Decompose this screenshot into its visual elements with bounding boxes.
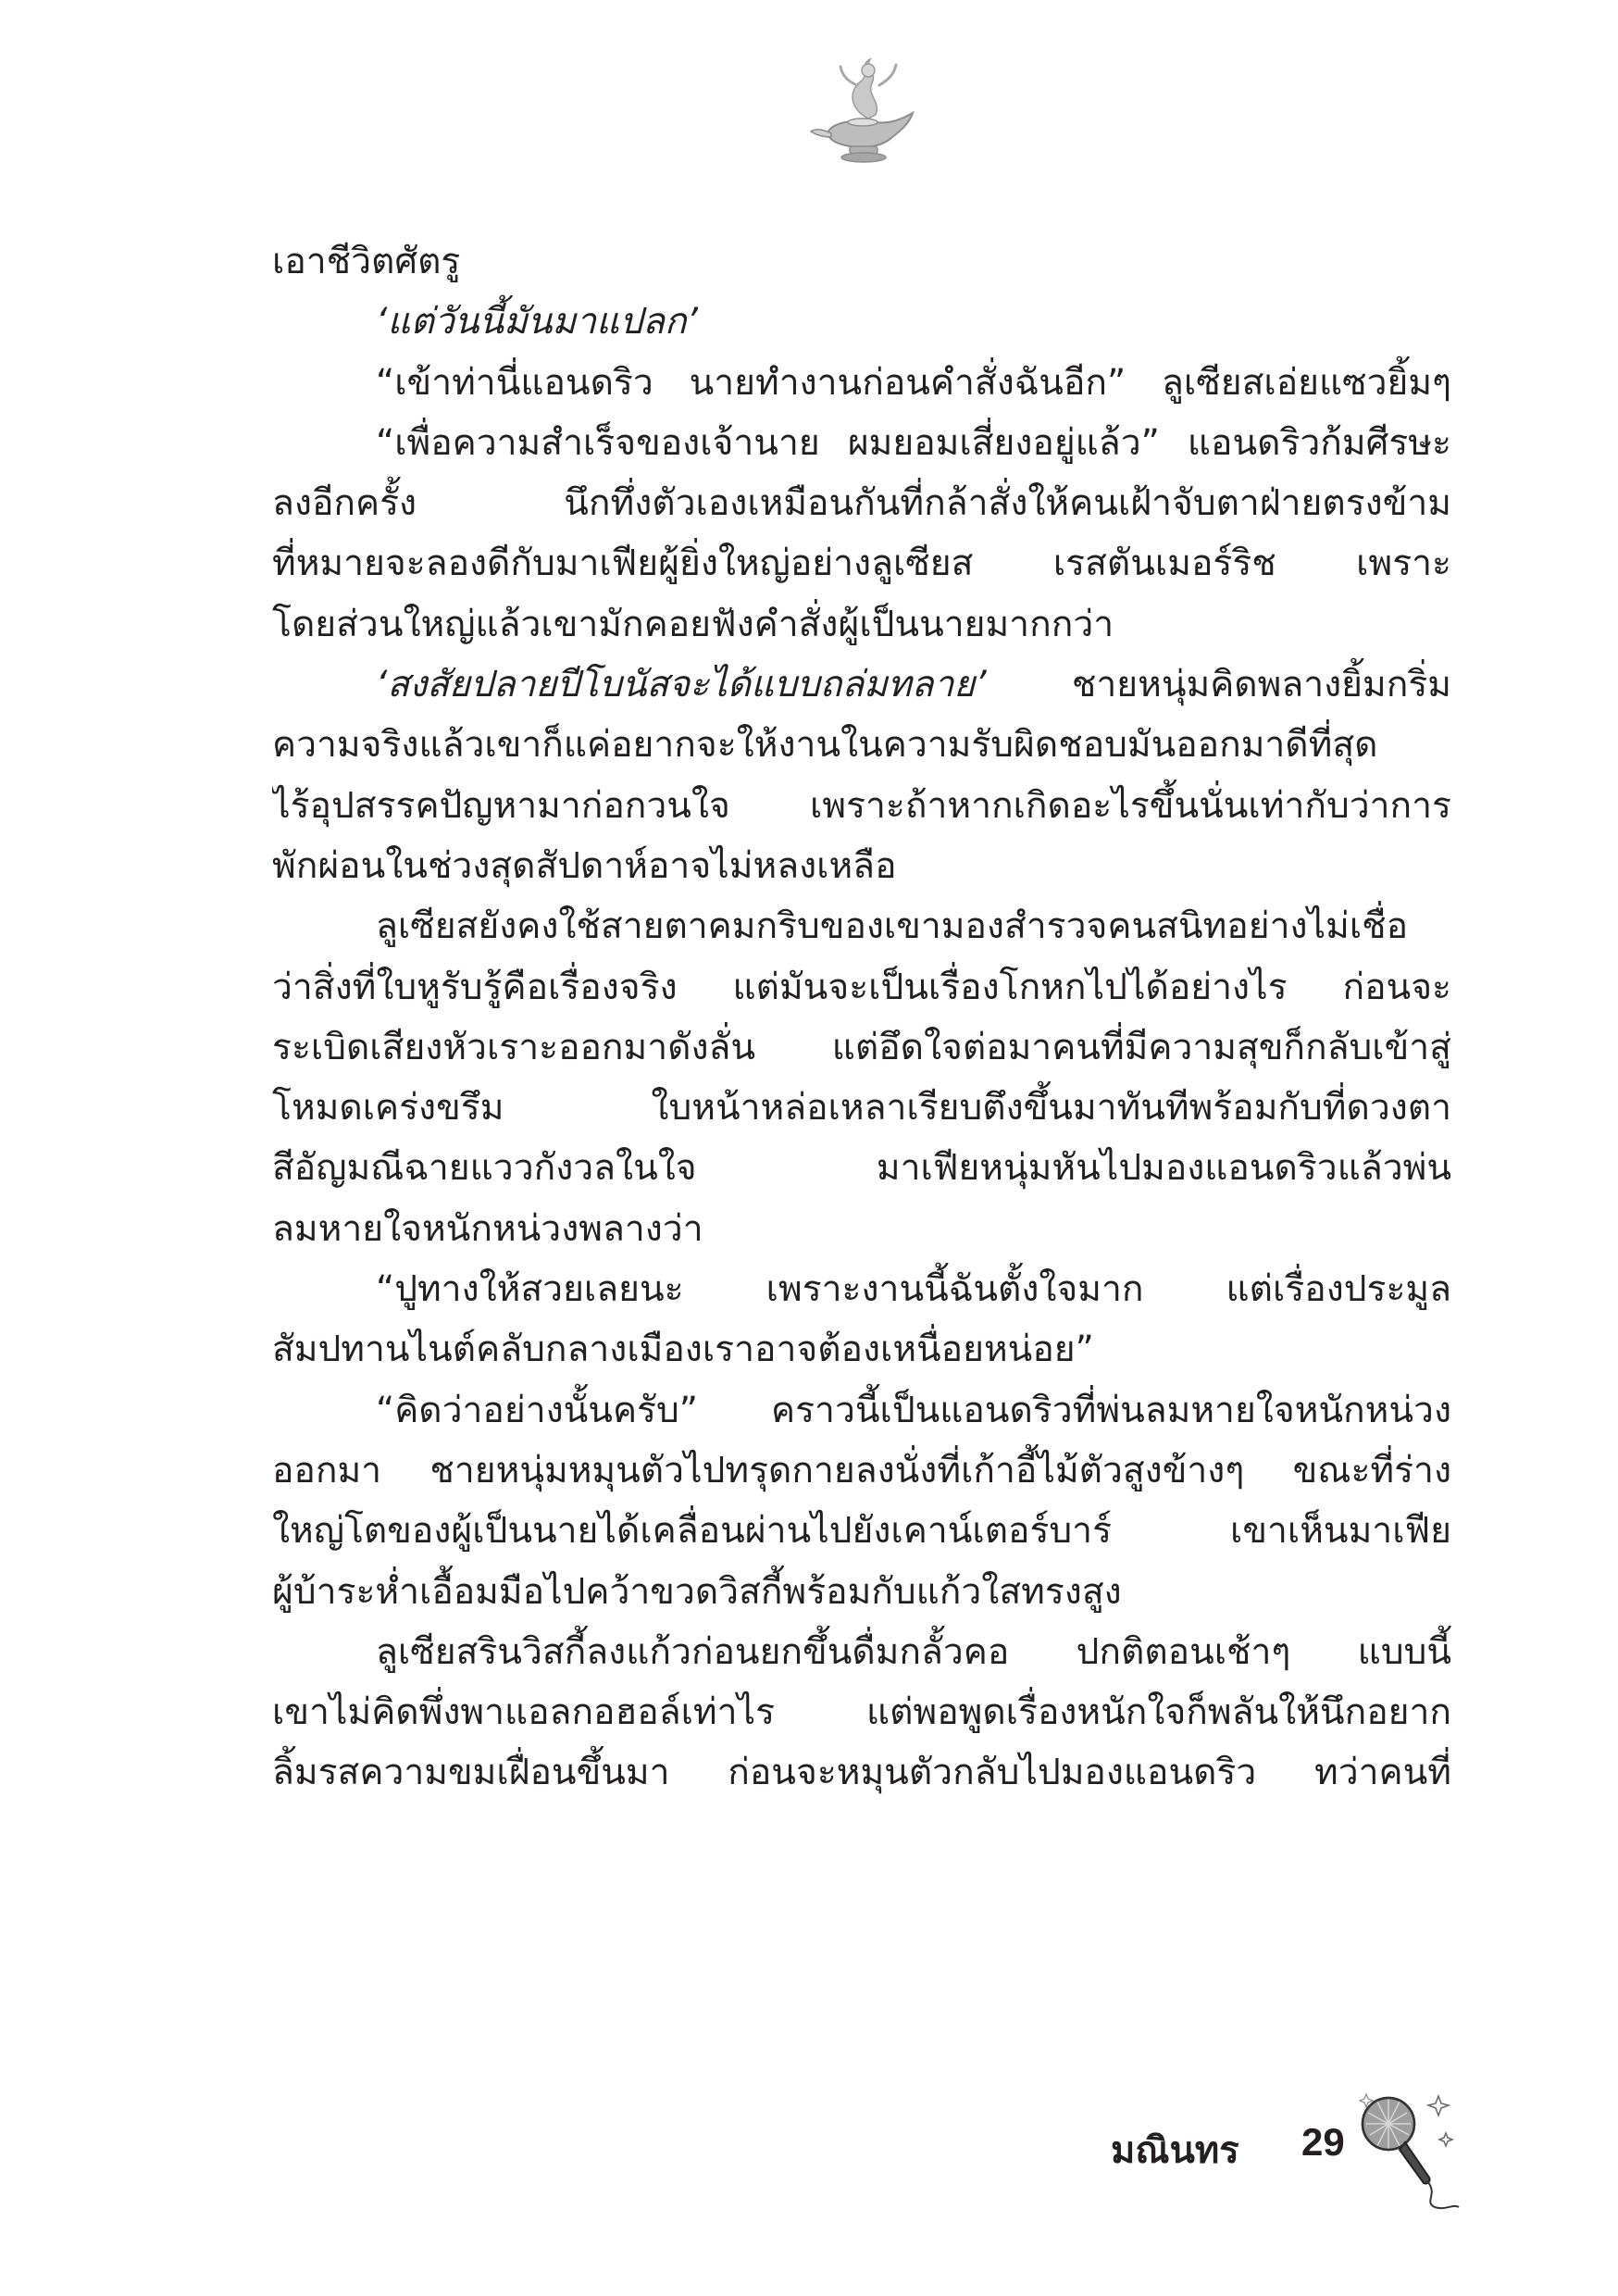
text-line: ระเบิดเสียงหัวเราะออกมาดังลั่น แต่อึดใจต่อมาคนที่มีความสุขก็กลับเข้าสู่ <box>272 1026 1451 1068</box>
text-line: ไร้อุปสรรคปัญหามาก่อกวนใจ เพราะถ้าหากเกิดอะไรขึ้นนั่นเท่ากับว่าการ <box>272 784 1451 827</box>
page-footer <box>1074 2085 1481 2215</box>
text-line: พักผ่อนในช่วงสุดสัปดาห์อาจไม่หลงเหลือ <box>272 844 897 887</box>
text-line: “ปูทางให้สวยเลยนะ เพราะงานนี้ฉันตั้งใจมาก แต่เรื่องประมูล <box>376 1268 1451 1311</box>
text-line: ลิ้มรสความขมเฝื่อนขึ้นมา ก่อนจะหมุนตัวกลับไปมองแอนดริว ทว่าคนที่ <box>272 1752 1451 1794</box>
italic-segment: ‘สงสัยปลายปีโบนัสจะได้แบบถล่มทลาย’ <box>376 664 987 706</box>
text-line: ลมหายใจหนักหน่วงพลางว่า <box>272 1207 703 1250</box>
text-line: โหมดเคร่งขรึม ใบหน้าหล่อเหลาเรียบตึงขึ้นมาทันทีพร้อมกับที่ดวงตา <box>272 1087 1451 1129</box>
text-line: โดยส่วนใหญ่แล้วเขามักคอยฟังคำสั่งผู้เป็นนายมากกว่า <box>272 603 1114 645</box>
text-line: ผู้บ้าระห่ำเอื้อมมือไปคว้าขวดวิสกี้พร้อมกับแก้วใสทรงสูง <box>272 1570 1122 1613</box>
text-line: ออกมา ชายหนุ่มหมุนตัวไปทรุดกายลงนั่งที่เก้าอี้ไม้ตัวสูงข้างๆ ขณะที่ร่าง <box>272 1449 1451 1491</box>
text-line: ที่หมายจะลองดีกับมาเฟียผู้ยิ่งใหญ่อย่างลูเซียส เรสตันเมอร์ริช เพราะ <box>272 543 1451 585</box>
genie-lamp-icon <box>803 54 922 172</box>
text-line: เขาไม่คิดพึ่งพาแอลกอฮอล์เท่าไร แต่พอพูดเรื่องหนักใจก็พลันให้นึกอยาก <box>272 1691 1451 1734</box>
text-line: ใหญ่โตของผู้เป็นนายได้เคลื่อนผ่านไปยังเคาน์เตอร์บาร์ เขาเห็นมาเฟีย <box>272 1510 1451 1553</box>
text-line: ความจริงแล้วเขาก็แค่อยากจะให้งานในความรับผิดชอบมันออกมาดีที่สุด <box>272 724 1378 767</box>
text-line: “เข้าท่านี่แอนดริว นายทำงานก่อนคำสั่งฉันอีก” ลูเซียสเอ่ยแซวยิ้มๆ <box>376 361 1451 404</box>
text-line: “คิดว่าอย่างนั้นครับ” คราวนี้เป็นแอนดริวที่พ่นลมหายใจหนักหน่วง <box>376 1389 1451 1431</box>
text-line: ลงอีกครั้ง นึกทึ่งตัวเองเหมือนกันที่กล้าสั่งให้คนเฝ้าจับตาฝ่ายตรงข้าม <box>272 482 1451 525</box>
text-line: ลูเซียสรินวิสกี้ลงแก้วก่อนยกขึ้นดื่มกลั้วคอ ปกติตอนเช้าๆ แบบนี้ <box>376 1630 1451 1673</box>
microphone-icon <box>1350 2085 1461 2211</box>
text-line: เอาชีวิตศัตรู <box>272 241 461 282</box>
text-line <box>272 655 1451 715</box>
text-line: ลูเซียสยังคงใช้สายตาคมกริบของเขามองสำรวจคนสนิทอย่างไม่เชื่อ <box>376 905 1409 948</box>
text-line: สัมปทานไนต์คลับกลางเมืองเราอาจต้องเหนื่อยหน่อย” <box>272 1329 1094 1371</box>
text-line: สีอัญมณีฉายแววกังวลในใจ มาเฟียหนุ่มหันไปมองแอนดริวแล้วพ่น <box>272 1147 1451 1190</box>
page-number: 29 <box>1301 2120 1345 2164</box>
body-text <box>272 231 1451 1803</box>
footer-author: มณินทร <box>1111 2129 1239 2172</box>
text-line: ‘แต่วันนี้มันมาแปลก’ <box>376 301 698 343</box>
text-line: “เพื่อความสำเร็จของเจ้านาย ผมยอมเสี่ยงอยู่แล้ว” แอนดริวก้มศีรษะ <box>376 421 1451 464</box>
text-line: ว่าสิ่งที่ใบหูรับรู้คือเรื่องจริง แต่มันจะเป็นเรื่องโกหกไปได้อย่างไร ก่อนจะ <box>272 966 1451 1008</box>
text-segment: ชายหนุ่มคิดพลางยิ้มกริ่ม <box>986 664 1451 706</box>
